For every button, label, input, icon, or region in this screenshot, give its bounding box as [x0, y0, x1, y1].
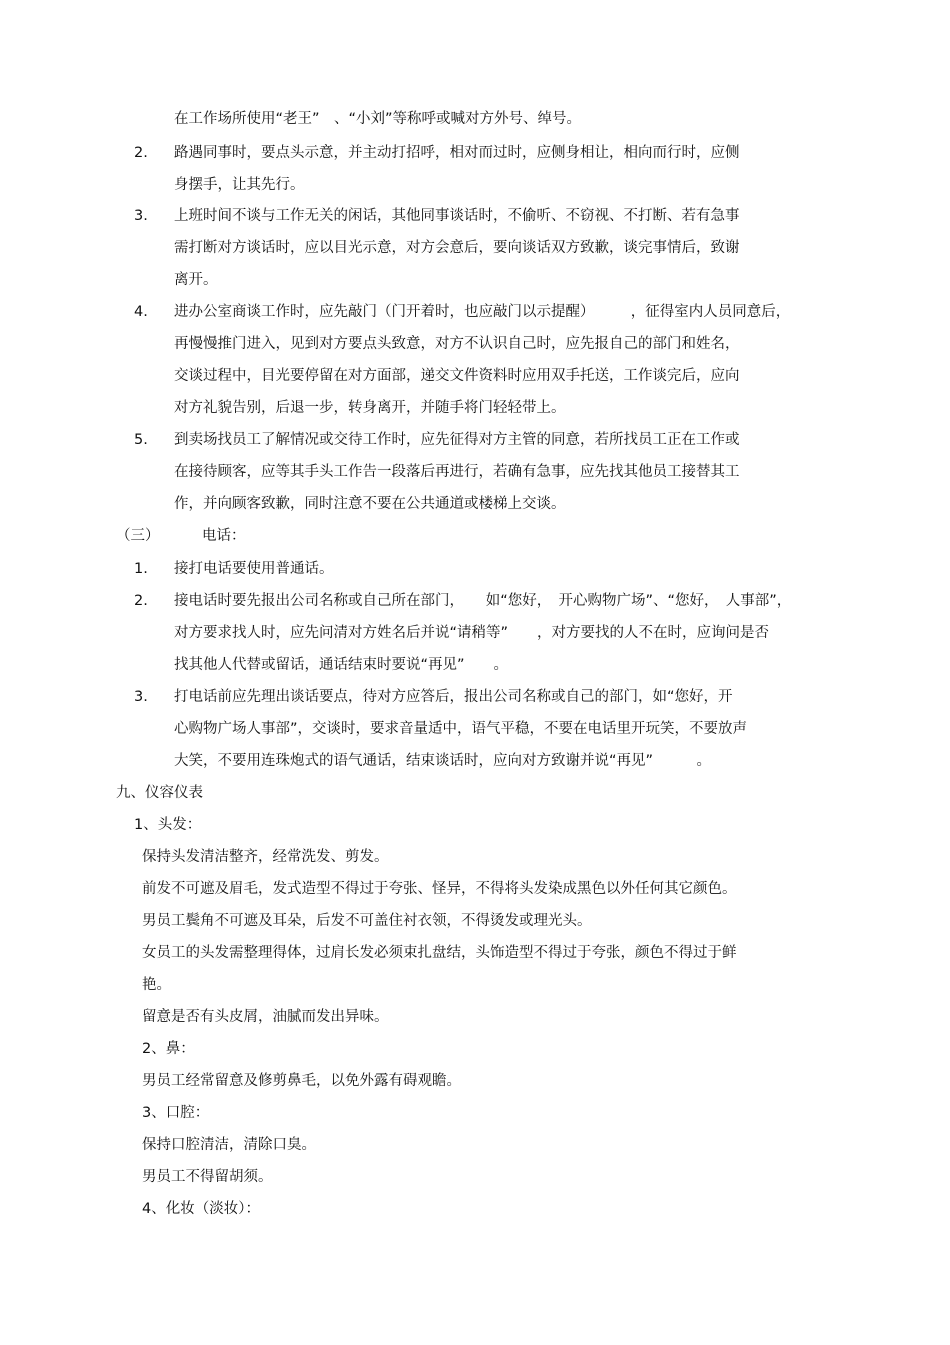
text-line: 保持头发清洁整齐，经常洗发、剪发。 — [142, 849, 389, 865]
text-line: 心购物广场人事部”，交谈时，要求音量适中，语气平稳，不要在电话里开玩笑，不要放声 — [174, 721, 748, 737]
text-line: 男员工不得留胡须。 — [142, 1169, 273, 1185]
subheading: 1、头发： — [134, 817, 202, 833]
text-line: 身摆手，让其先行。 — [174, 177, 305, 193]
text-line: 男员工鬓角不可遮及耳朵，后发不可盖住衬衣领，不得烫发或理光头。 — [142, 913, 592, 929]
list-number: 3. — [134, 208, 148, 224]
list-number: 1. — [134, 561, 148, 577]
text-line: 进办公室商谈工作时，应先敲门（门开着时，也应敲门以示提醒） ，征得室内人员同意后， — [174, 304, 791, 320]
text-line: 找其他人代替或留话，通话结束时要说“再见” 。 — [174, 657, 509, 673]
text-line: 对方礼貌告别，后退一步，转身离开，并随手将门轻轻带上。 — [174, 400, 566, 416]
text-line: 前发不可遮及眉毛，发式造型不得过于夸张、怪异，不得将头发染成黑色以外任何其它颜色。 — [142, 881, 737, 897]
text-line: 接打电话要使用普通话。 — [174, 561, 334, 577]
text-line: 在接待顾客，应等其手头工作告一段落后再进行，若确有急事，应先找其他员工接替其工 — [174, 464, 740, 480]
text-line: 艳。 — [142, 977, 171, 993]
chapter-heading: 九、仪容仪表 — [116, 785, 203, 801]
subheading: 3、口腔： — [142, 1105, 210, 1121]
text-line: 留意是否有头皮屑，油腻而发出异味。 — [142, 1009, 389, 1025]
text-line: 作，并向顾客致歉，同时注意不要在公共通道或楼梯上交谈。 — [174, 496, 566, 512]
list-number: 5. — [134, 432, 148, 448]
list-number: 4. — [134, 304, 148, 320]
text-line: 保持口腔清洁，清除口臭。 — [142, 1137, 316, 1153]
text-line: 大笑，不要用连珠炮式的语气通话，结束谈话时，应向对方致谢并说“再见” 。 — [174, 753, 712, 769]
subheading: 2、鼻： — [142, 1041, 195, 1057]
text-line: 男员工经常留意及修剪鼻毛，以免外露有碍观瞻。 — [142, 1073, 461, 1089]
text-line: 到卖场找员工了解情况或交待工作时，应先征得对方主管的同意，若所找员工正在工作或 — [174, 432, 740, 448]
list-number: 2. — [134, 593, 148, 609]
text-line: 上班时间不谈与工作无关的闲话，其他同事谈话时，不偷听、不窃视、不打断、若有急事 — [174, 208, 740, 224]
list-number: 3. — [134, 689, 148, 705]
text-line: 交谈过程中，目光要停留在对方面部，递交文件资料时应用双手托送，工作谈完后，应向 — [174, 368, 740, 384]
text-line: 打电话前应先理出谈话要点，待对方应答后，报出公司名称或自己的部门，如“您好，开 — [174, 689, 733, 705]
text-line: 女员工的头发需整理得体，过肩长发必须束扎盘结，头饰造型不得过于夸张，颜色不得过于鲜 — [142, 945, 737, 961]
text-line: 接电话时要先报出公司名称或自己所在部门， 如“您好， 开心购物广场”、“您好， 人事部”， — [174, 593, 792, 609]
list-number: 2. — [134, 145, 148, 161]
section-title: 电话： — [202, 528, 246, 544]
text-line: 路遇同事时，要点头示意，并主动打招呼，相对而过时，应侧身相让，相向而行时，应侧 — [174, 145, 740, 161]
text-line: 需打断对方谈话时，应以目光示意，对方会意后，要向谈话双方致歉，谈完事情后，致谢 — [174, 240, 740, 256]
text-line: 离开。 — [174, 272, 218, 288]
text-line: 再慢慢推门进入，见到对方要点头致意，对方不认识自己时，应先报自己的部门和姓名， — [174, 336, 740, 352]
subheading: 4、化妆（淡妆）： — [142, 1201, 260, 1217]
section-number: （三） — [116, 528, 160, 544]
text-line: 对方要求找人时，应先问清对方姓名后并说“请稍等” ，对方要找的人不在时，应询问是否 — [174, 625, 770, 641]
text-line: 在工作场所使用“老王” 、“小刘”等称呼或喊对方外号、绰号。 — [174, 111, 582, 127]
